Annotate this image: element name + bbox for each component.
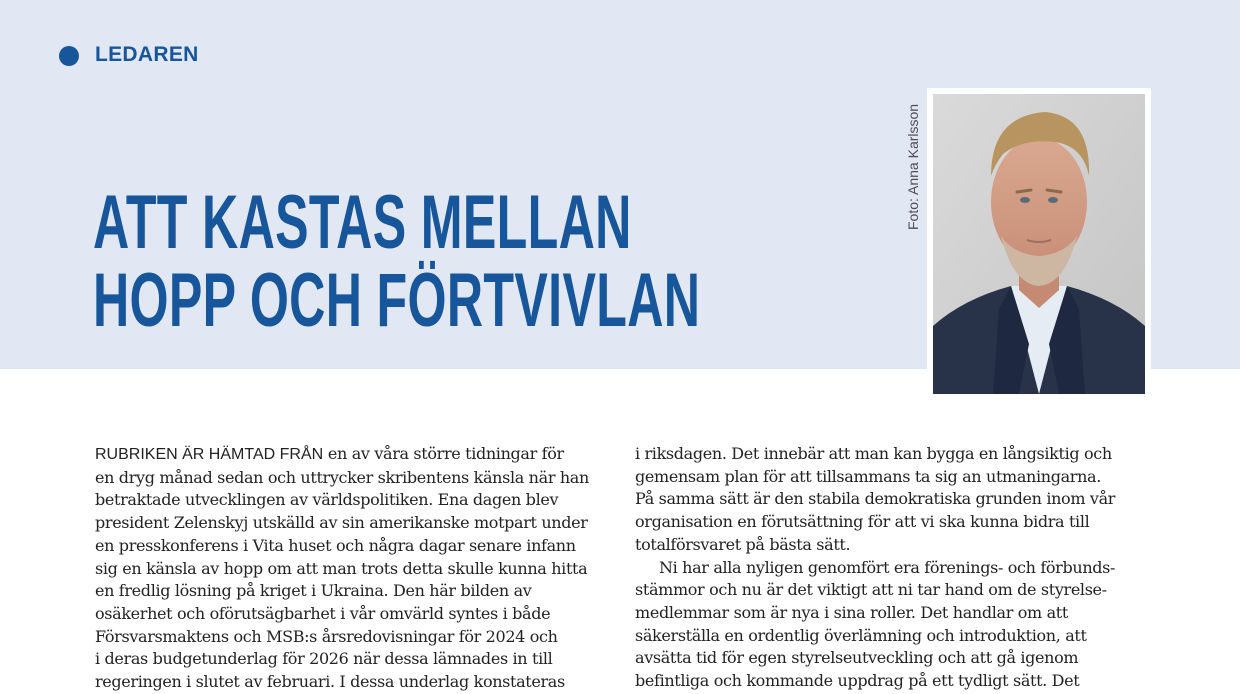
article-column-left xyxy=(95,443,615,694)
article-line: osäkerhet och oförutsägbarhet i vår omvärld syntes i både xyxy=(95,603,551,623)
article-line: i riksdagen. Det innebär att man kan bygga en långsiktig och xyxy=(635,444,1112,463)
section-label: LEDAREN xyxy=(95,43,199,66)
article-line: en dryg månad sedan och uttrycker skribentens känsla när han xyxy=(95,467,589,487)
article-line: totalförsvaret på bästa sätt. xyxy=(635,534,851,554)
article-line: Ni har alla nyligen genomfört era förenings- och förbunds- xyxy=(659,557,1116,577)
section-dot-icon xyxy=(59,46,79,66)
portrait-photo xyxy=(933,94,1145,394)
headline-line-1: ATT KASTAS MELLAN xyxy=(93,180,632,265)
article-line: betraktade utvecklingen av världspolitiken. Ena dagen blev xyxy=(95,490,559,510)
photo-credit: Foto: Anna Karlsson xyxy=(905,103,921,230)
article-line: en presskonferens i Vita huset och några dagar senare infann xyxy=(95,535,576,555)
article-line: sig en känsla av hopp om att man trots detta skulle kunna hitta xyxy=(95,558,588,578)
article-line: På samma sätt är den stabila demokratiska grunden inom vår xyxy=(635,489,1116,509)
article-line: avsätta tid för egen styrelseutveckling och att gå igenom xyxy=(635,648,1079,668)
lead-in-caps: RUBRIKEN ÄR HÄMTAD FRÅN xyxy=(95,446,324,463)
article-line: säkerställa en ordentlig överlämning och introduktion, att xyxy=(635,625,1087,645)
article-line: Försvarsmaktens och MSB:s årsredovisningar för 2024 och xyxy=(95,626,558,646)
article-line xyxy=(95,443,615,467)
article-line-text: en av våra större tidningar för xyxy=(323,444,564,463)
article-line: befintliga och kommande uppdrag på ett tydligt sätt. Det xyxy=(635,671,1080,691)
headline-line-2: HOPP OCH FÖRTVIVLAN xyxy=(93,258,701,343)
article-column-right xyxy=(635,443,1155,693)
article-line: i deras budgetunderlag för 2026 när dessa lämnades in till xyxy=(95,649,553,669)
article-line: regeringen i slutet av februari. I dessa underlag konstateras xyxy=(95,672,565,692)
headline xyxy=(93,180,701,343)
article-line: organisation en förutsättning för att vi ska kunna bidra till xyxy=(635,512,1090,532)
article-line: medlemmar som är nya i sina roller. Det handlar om att xyxy=(635,602,1068,622)
article-line: gemensam plan för att tillsammans ta sig an utmaningarna. xyxy=(635,466,1101,486)
article-line: en fredlig lösning på kriget i Ukraina. Den här bilden av xyxy=(95,581,532,601)
article-line: stämmor och nu är det viktigt att ni tar hand om de styrelse- xyxy=(635,580,1107,600)
article-line: president Zelenskyj utskälld av sin amerikanske motpart under xyxy=(95,513,588,533)
